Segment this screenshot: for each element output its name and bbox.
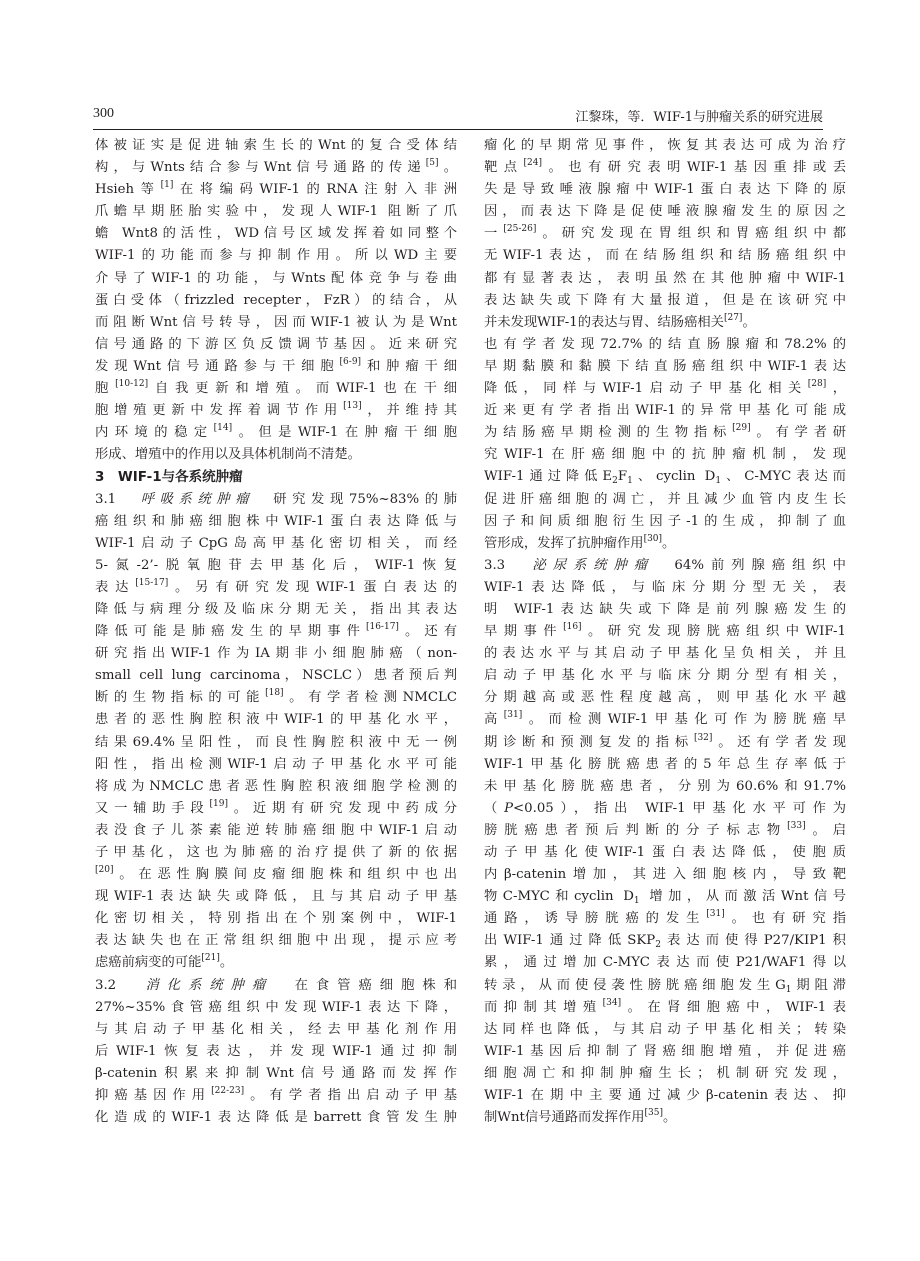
- text-run: 靶点: [484, 160, 524, 176]
- page-header: [93, 106, 823, 128]
- text-run: 虑癌前病变的可能: [95, 955, 202, 971]
- text-run: 。在肾细胞癌中，WIF-1表: [621, 999, 846, 1015]
- text-line: [95, 798, 457, 820]
- text-run: 内环境的稳定: [95, 425, 214, 441]
- text-run: 制Wnt信号通路而发挥作用: [484, 1110, 645, 1126]
- text-run: 物C-MYC和cyclin D: [484, 889, 634, 905]
- citation-ref: [15-17]: [135, 577, 169, 588]
- text-run: 3.2: [95, 977, 146, 993]
- text-run: 。有学者研: [750, 425, 846, 441]
- text-run: 研究指出WIF-1作为IA期非小细胞肺癌（non-: [95, 646, 457, 662]
- text-run: WIF-1在期中主要通过减少β-catenin表达、抑: [484, 1088, 846, 1104]
- citation-ref: [28]: [807, 379, 827, 390]
- text-line: [95, 533, 457, 555]
- text-line: [95, 820, 457, 842]
- text-run: 又一辅助手段: [95, 800, 210, 816]
- text-line: [95, 1041, 457, 1063]
- text-run: 膀胱癌患者预后判断的分子标志物: [484, 822, 788, 838]
- citation-ref: [20]: [95, 865, 114, 876]
- text-line: [95, 709, 457, 731]
- text-run: 表没食子儿茶素能逆转肺癌细胞中WIF-1启动: [95, 822, 457, 838]
- citation-ref: [35]: [644, 1108, 664, 1119]
- italic-text: 消化系统肿瘤: [145, 977, 274, 993]
- text-run: 转录，从而使侵袭性膀胱癌细胞发生G: [484, 977, 786, 993]
- text-run: 子甲基化，这也为肺癌的治疗提供了新的依据: [95, 845, 457, 860]
- citation-ref: [13]: [343, 401, 362, 412]
- text-line: [95, 135, 457, 157]
- text-line: [95, 179, 457, 201]
- text-line: [484, 555, 846, 577]
- text-line: [484, 975, 846, 997]
- text-line: [484, 952, 846, 974]
- text-run: 。另有研究发现WIF-1蛋白表达的: [168, 579, 457, 595]
- text-line: [484, 886, 846, 908]
- text-run: 信号通路的下游区负反馈调节基因。近来研究: [95, 336, 457, 352]
- text-run: 化造成的WIF-1表达降低是barrett食管发生肿: [95, 1110, 457, 1126]
- text-run: 早期黏膜和黏膜下结直肠癌组织中WIF-1表达: [484, 358, 846, 374]
- text-run: 因子和间质细胞衍生因子-1的生成，抑制了血: [484, 513, 846, 529]
- text-run: 介导了WIF-1的功能，与Wnts配体竞争与卷曲: [95, 270, 457, 286]
- text-run: 而抑制其增殖: [484, 999, 603, 1015]
- text-run: 。启: [805, 822, 846, 838]
- text-line: [484, 1041, 846, 1063]
- text-run: 。有学者指出启动子甲基: [244, 1088, 457, 1104]
- text-line: [484, 1107, 846, 1129]
- text-run: 早期事件: [484, 624, 564, 640]
- text-line: [484, 1063, 846, 1085]
- text-run: 未甲基化膀胱癌患者，分别为60.6%和91.7%: [484, 778, 846, 794]
- text-run: WIF-1甲基化膀胱癌患者的5年总生存率低于: [484, 756, 846, 772]
- text-run: 并未发现WIF-1的表达与胃、结肠癌相关: [484, 314, 724, 330]
- text-run: 抑癌基因作用: [95, 1088, 212, 1104]
- text-run: 。有学者检测NMCLC: [283, 690, 457, 706]
- text-line: [484, 157, 846, 179]
- section-heading: 3 WIF-1与各系统肿瘤: [95, 469, 243, 486]
- text-line: [95, 930, 457, 952]
- text-line: [95, 665, 457, 687]
- text-run: 达同样也降低，与其启动子甲基化相关；转染: [484, 1021, 846, 1037]
- text-run: 内β-catenin增加，其进入细胞核内，导致靶: [484, 867, 846, 883]
- text-run: 和肿瘤干细: [361, 358, 457, 374]
- text-run: 27%~35%食管癌组织中发现WIF-1表达下降，: [95, 999, 457, 1015]
- running-title: 江黎珠，等．WIF-1与肿瘤关系的研究进展: [575, 110, 823, 125]
- text-run: 动子甲基化使WIF-1蛋白表达降低，使胞质: [484, 845, 846, 860]
- text-run: Hsieh等: [95, 182, 161, 198]
- text-run: 的表达水平与其启动子甲基化呈负相关，并且: [484, 646, 846, 662]
- text-line: [484, 820, 846, 842]
- text-line: [484, 489, 846, 511]
- text-line: [95, 776, 457, 798]
- text-line: [95, 290, 457, 312]
- text-run: WIF-1启动子CpG岛高甲基化密切相关，而经: [95, 535, 457, 551]
- citation-ref: [14]: [213, 423, 233, 434]
- text-line: [484, 930, 846, 952]
- text-line: [95, 511, 457, 533]
- text-run: 期阻滞: [791, 977, 846, 993]
- text-run: 研究发现75%~83%的肺: [254, 491, 457, 507]
- text-run: 为结肠癌早期检测的生物指标: [484, 425, 733, 441]
- text-run: 近来更有学者指出WIF-1的异常甲基化可能成: [484, 403, 846, 419]
- text-line: [95, 422, 457, 444]
- text-line: [484, 687, 846, 709]
- text-run: 蛋白受体（frizzled recepter，FzR）的结合，从: [95, 292, 457, 308]
- text-line: [484, 245, 846, 267]
- citation-ref: [18]: [265, 688, 284, 699]
- text-run: 患者的恶性胸腔积液中WIF-1的甲基化水平，: [95, 712, 457, 728]
- subscript: 1: [633, 896, 640, 907]
- citation-ref: [24]: [523, 158, 543, 169]
- text-line: [484, 842, 846, 864]
- text-run: 3.3: [484, 557, 533, 573]
- text-line: [95, 886, 457, 908]
- text-run: 究WIF-1在肝癌细胞中的抗肿瘤机制，发现: [484, 447, 846, 463]
- text-line: [95, 864, 457, 886]
- citation-ref: [16]: [563, 622, 582, 633]
- text-run: 表达缺失也在正常组织细胞中出现，提示应考: [95, 933, 457, 949]
- text-run: 因，而表达下降是促使唾液腺瘤发生的原因之: [484, 204, 846, 220]
- subscript: 1: [785, 984, 792, 995]
- text-run: 5-氮-2’-脱氧胞苷去甲基化后，WIF-1恢复: [95, 557, 457, 573]
- text-line: [484, 290, 846, 312]
- citation-ref: [29]: [732, 423, 751, 434]
- text-run: 后WIF-1恢复表达，并发现WIF-1通过抑制: [95, 1043, 457, 1059]
- text-run: 都有显著表达，表明虽然在其他肿瘤中WIF-1: [484, 270, 846, 286]
- text-run: 通路，诱导膀胱癌的发生: [484, 911, 707, 927]
- text-run: F: [617, 469, 628, 485]
- text-run: 阳性，指出检测WIF-1启动子甲基化水平可能: [95, 756, 457, 772]
- text-line: [484, 268, 846, 290]
- text-line: [484, 908, 846, 930]
- text-run: <0.05），指出 WIF-1甲基化水平可作为: [513, 800, 846, 816]
- citation-ref: [10-12]: [115, 379, 149, 390]
- text-run: 、C-MYC表达而: [721, 469, 846, 485]
- subscript: 2: [612, 476, 618, 487]
- text-line: [95, 687, 457, 709]
- text-line: [95, 621, 457, 643]
- text-run: 64%前列腺癌组织中: [654, 557, 846, 573]
- citation-ref: [6-9]: [339, 356, 362, 367]
- text-line: [95, 223, 457, 245]
- citation-ref: [31]: [503, 710, 523, 721]
- text-line: [484, 754, 846, 776]
- italic-text: 呼吸系统肿瘤: [140, 491, 255, 507]
- text-run: 。在恶性胸膜间皮瘤细胞株和组织中也出: [113, 867, 457, 883]
- text-line: [484, 334, 846, 356]
- text-line: [95, 356, 457, 378]
- text-run: 癌组织和肺癌细胞株中WIF-1蛋白表达降低与: [95, 513, 457, 529]
- text-line: [484, 577, 846, 599]
- left-column: [95, 135, 457, 1129]
- text-run: 3.1: [95, 491, 141, 507]
- text-line: [484, 356, 846, 378]
- text-line: [484, 798, 846, 820]
- text-run: 表达: [95, 579, 136, 595]
- subscript: 2: [655, 940, 661, 951]
- text-line: [95, 1063, 457, 1085]
- text-line: [95, 1019, 457, 1041]
- citation-ref: [32]: [693, 732, 713, 743]
- citation-ref: [16-17]: [365, 622, 399, 633]
- text-line: [484, 1085, 846, 1107]
- text-line: [95, 555, 457, 577]
- italic-text: P: [504, 800, 514, 816]
- text-run: 明 WIF-1表达缺失或下降是前列腺癌发生的: [484, 601, 846, 617]
- text-run: 启动子甲基化水平与临床分期分型有相关，: [484, 668, 846, 684]
- text-run: 。: [742, 314, 756, 330]
- text-run: 分期越高或恶性程度越高，则甲基化水平越: [484, 690, 846, 706]
- text-line: [95, 754, 457, 776]
- text-run: 将成为NMCLC患者恶性胸腔积液细胞学检测的: [95, 778, 457, 794]
- text-run: 现WIF-1表达缺失或降低，且与其启动子甲基: [95, 889, 457, 905]
- text-run: 失是导致唾液腺瘤中WIF-1蛋白表达下降的原: [484, 182, 846, 198]
- text-run: 。也有研究指: [724, 911, 846, 927]
- text-run: 爪蟾早期胚胎实验中，发现人WIF-1 阻断了爪: [95, 204, 457, 220]
- text-run: 。: [663, 1110, 677, 1126]
- text-run: 。还有: [398, 624, 457, 640]
- text-run: 无WIF-1表达，而在结肠组织和结肠癌组织中: [484, 248, 846, 264]
- text-line: [484, 466, 846, 488]
- text-line: [95, 201, 457, 223]
- text-run: 累，通过增加C-MYC表达而使P21/WAF1得以: [484, 955, 846, 971]
- text-run: 断的生物指标的可能: [95, 690, 266, 706]
- text-run: 在将编码WIF-1的RNA注射入非洲: [173, 182, 457, 198]
- text-line: [95, 599, 457, 621]
- text-run: 也有学者发现72.7%的结直肠腺瘤和78.2%的: [484, 336, 846, 352]
- text-run: 蟾 Wnt8的活性，WD信号区域发挥着如同整个: [95, 226, 457, 242]
- text-run: small cell lung carcinoma，NSCLC）患者预后判: [95, 668, 457, 684]
- text-run: 。: [219, 955, 234, 971]
- text-line: [484, 732, 846, 754]
- text-run: 与其启动子甲基化相关，经去甲基化剂作用: [95, 1021, 457, 1037]
- page-number: 300: [93, 106, 114, 121]
- text-line: [95, 842, 457, 864]
- citation-ref: [22-23]: [211, 1086, 245, 1097]
- text-line: [484, 643, 846, 665]
- text-line: [484, 864, 846, 886]
- text-line: [95, 997, 457, 1019]
- text-run: 发现Wnt信号通路参与干细胞: [95, 358, 340, 374]
- text-run: 降低与病理分级及临床分期无关，指出其表达: [95, 601, 457, 617]
- text-run: 表达缺失或下降有大量报道，但是在该研究中: [484, 292, 846, 308]
- text-line: [484, 312, 846, 334]
- text-run: WIF-1的功能而参与抑制作用。所以WD主要: [95, 248, 457, 264]
- text-line: [484, 135, 846, 157]
- text-run: 高: [484, 712, 504, 728]
- text-line: [95, 400, 457, 422]
- text-run: WIF-1基因后抑制了肾癌细胞增殖，并促进癌: [484, 1043, 846, 1059]
- citation-ref: [33]: [787, 820, 806, 831]
- text-run: 。近期有研究发现中药成分: [228, 800, 457, 816]
- text-line: [95, 466, 457, 488]
- text-line: [95, 157, 457, 179]
- citation-ref: [5]: [425, 158, 439, 169]
- text-run: 一: [484, 226, 504, 242]
- text-line: [95, 908, 457, 930]
- text-run: 细胞凋亡和抑制肿瘤生长；机制研究发现，: [484, 1065, 846, 1081]
- citation-ref: [30]: [643, 533, 663, 544]
- text-run: 。: [438, 160, 457, 176]
- text-line: [95, 245, 457, 267]
- text-run: 而阻断Wnt信号转导，因而WIF-1被认为是Wnt: [95, 314, 457, 330]
- text-line: [484, 665, 846, 687]
- text-line: [95, 952, 457, 974]
- text-line: [95, 334, 457, 356]
- text-run: ，并维持其: [361, 403, 457, 419]
- citation-ref: [27]: [723, 312, 743, 323]
- text-line: [95, 577, 457, 599]
- citation-ref: [19]: [209, 798, 228, 809]
- text-run: 管形成，发挥了抗肿瘤作用: [484, 535, 644, 551]
- text-line: [95, 1085, 457, 1107]
- text-run: WIF-1通过降低E: [484, 469, 613, 485]
- text-run: 结果69.4%呈阳性，而良性胸腔积液中无一例: [95, 734, 457, 750]
- text-run: 。也有研究表明WIF-1基因重排或丢: [542, 160, 846, 176]
- text-run: 。而检测WIF-1甲基化可作为膀胱癌早: [522, 712, 846, 728]
- text-run: ，: [826, 381, 846, 397]
- text-line: [484, 621, 846, 643]
- text-run: 。研究发现在胃组织和胃癌组织中都: [536, 226, 846, 242]
- text-run: 。: [662, 535, 676, 551]
- text-run: 降低可能是肺癌发生的早期事件: [95, 624, 366, 640]
- text-run: 在食管癌细胞株和: [273, 977, 457, 993]
- text-run: 化密切相关，特别指出在个别案例中，WIF-1: [95, 911, 457, 927]
- citation-ref: [21]: [201, 953, 220, 964]
- text-line: [484, 1019, 846, 1041]
- text-line: [95, 268, 457, 290]
- text-run: 增加，从而激活Wnt信号: [639, 889, 846, 905]
- text-run: 体被证实是促进轴索生长的Wnt的复合受体结: [95, 138, 457, 153]
- text-line: [484, 201, 846, 223]
- text-run: 构，与Wnts结合参与Wnt信号通路的传递: [95, 160, 426, 176]
- text-line: [484, 400, 846, 422]
- subscript: 1: [627, 476, 633, 487]
- text-line: [484, 223, 846, 245]
- text-run: 。还有学者发现: [712, 734, 846, 750]
- text-run: WIF-1表达降低，与临床分期分型无关，表: [484, 579, 846, 595]
- text-run: 形成、增殖中的作用以及具体机制尚不清楚。: [95, 447, 361, 463]
- text-run: 、cyclin D: [632, 469, 716, 485]
- text-line: [95, 732, 457, 754]
- text-run: 胞: [95, 381, 116, 397]
- text-line: [484, 997, 846, 1019]
- text-line: [484, 776, 846, 798]
- citation-ref: [34]: [602, 997, 622, 1008]
- text-line: [95, 312, 457, 334]
- text-run: 。研究发现膀胱癌组织中WIF-1: [581, 624, 846, 640]
- text-run: 。但是WIF-1在肿瘤干细胞: [232, 425, 457, 441]
- text-run: 瘤化的早期常见事件，恢复其表达可成为治疗: [484, 138, 846, 153]
- text-line: [95, 489, 457, 511]
- text-line: [484, 378, 846, 400]
- text-line: [484, 444, 846, 466]
- text-line: [484, 709, 846, 731]
- text-line: [484, 422, 846, 444]
- subscript: 1: [715, 476, 722, 487]
- text-line: [95, 975, 457, 997]
- text-run: 胞增殖更新中发挥着调节作用: [95, 403, 344, 419]
- header-rule: [93, 129, 823, 130]
- text-run: 降低，同样与WIF-1启动子甲基化相关: [484, 381, 808, 397]
- text-line: [95, 378, 457, 400]
- text-run: 出WIF-1通过降低SKP: [484, 933, 656, 949]
- citation-ref: [25-26]: [503, 224, 537, 235]
- text-run: （: [484, 800, 505, 816]
- text-line: [484, 179, 846, 201]
- citation-ref: [31]: [706, 909, 725, 920]
- text-run: β-catenin积累来抑制Wnt信号通路而发挥作: [95, 1065, 457, 1081]
- right-column: [484, 135, 846, 1129]
- text-line: [95, 643, 457, 665]
- text-line: [484, 599, 846, 621]
- text-line: [484, 533, 846, 555]
- text-run: 表达而使得P27/KIP1积: [660, 933, 846, 949]
- text-run: 自我更新和增殖。而WIF-1也在干细: [148, 381, 457, 397]
- citation-ref: [1]: [160, 180, 174, 191]
- text-line: [95, 444, 457, 466]
- text-line: [484, 511, 846, 533]
- text-run: 促进肝癌细胞的凋亡，并且减少血管内皮生长: [484, 491, 846, 507]
- text-line: [95, 1107, 457, 1129]
- text-run: 期诊断和预测复发的指标: [484, 734, 694, 750]
- italic-text: 泌尿系统肿瘤: [532, 557, 655, 573]
